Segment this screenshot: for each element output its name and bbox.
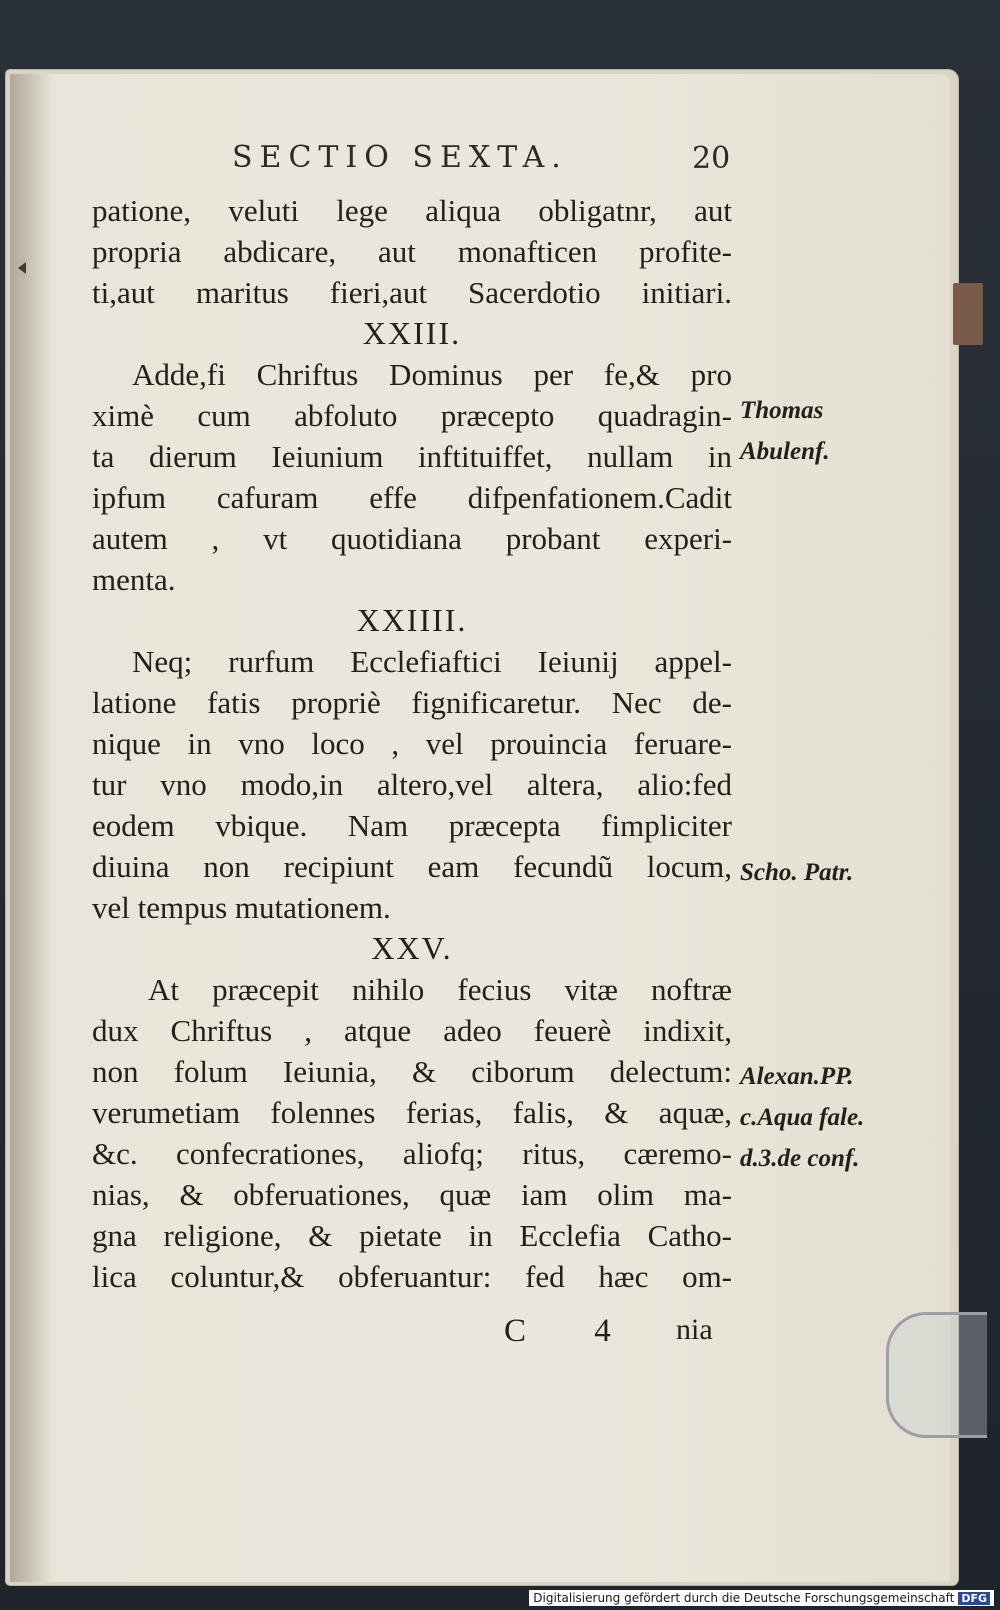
body-text [92,190,732,1297]
bookmark-tab [953,283,983,345]
text-line: autem , vt quotidiana probant experi- [92,521,732,556]
text-line: Neq; rurfum Ecclefiaftici Ieiunij appel- [132,644,732,679]
text-line: latione fatis propriè fignificaretur. Nec de- [92,685,732,720]
text-line: propria abdicare, aut monafticen profite- [92,234,732,269]
dfg-logo: DFG [958,1592,990,1605]
signature-mark: C 4 [504,1313,641,1349]
marginal-note-abulens: Abulenf. [740,438,830,465]
text-line: verumetiam folennes ferias, falis, & aquæ, [92,1095,732,1130]
text-line: dux Chriftus , atque adeo feuerè indixit, [92,1013,732,1048]
section-number: XXIIII. [356,602,468,638]
text-line: nias, & obferuationes, quæ iam olim ma- [92,1177,732,1212]
section-number: XXIII. [362,315,462,351]
marginal-note-scho-patr: Scho. Patr. [740,859,854,886]
catchword: nia [676,1313,713,1346]
text-line: &c. confecrationes, aliofq; ritus, cæremo- [92,1136,732,1171]
text-line: ti,aut maritus fieri,aut Sacerdotio initiari. [92,275,732,310]
gutter-shadow [10,74,50,1582]
credit-text: Digitalisierung gefördert durch die Deutsche Forschungsgemeinschaft [533,1591,955,1605]
text-line: diuina non recipiunt eam fecundũ locum, [92,849,732,884]
text-line: eodem vbique. Nam præcepta fimpliciter [92,808,732,843]
text-line: ta dierum Ieiunium inftituiffet, nullam in [92,439,732,474]
folio-number: 20 [692,141,731,176]
text-line: lica coluntur,& obferuantur: fed hæc om- [92,1259,732,1294]
section-number: XXV. [371,930,453,966]
marginal-note-thomas: Thomas [740,397,824,424]
text-line: gna religione, & pietate in Ecclefia Catho- [92,1218,732,1253]
text-line: patione, veluti lege aliqua obligatnr, aut [92,193,732,228]
marginal-note-de-cons: d.3.de conf. [740,1145,860,1172]
text-line: tur vno modo,in altero,vel altera, alio:fed [92,767,732,802]
text-line: non folum Ieiunia, & ciborum delectum: [92,1054,732,1089]
marginal-note-aqua-sale: c.Aqua fale. [740,1104,865,1131]
text-line: nique in vno loco , vel prouincia feruare- [92,726,732,761]
text-line: vel tempus mutationem. [92,890,391,925]
text-line: Adde,fi Chriftus Dominus per fe,& pro [132,357,732,392]
running-head: SECTIO SEXTA. [232,140,568,175]
margin-arrow-icon [18,262,26,274]
digitization-credit [529,1590,994,1606]
text-line: ximè cum abfoluto præcepto quadragin- [92,398,732,433]
marginal-note-alexan: Alexan.PP. [740,1063,854,1090]
text-line: ipfum cafuram effe difpenfationem.Cadit [92,480,732,515]
text-line: At præcepit nihilo fecius vitæ noftræ [148,972,732,1007]
text-line: menta. [92,562,176,597]
page-clip [886,1312,987,1438]
